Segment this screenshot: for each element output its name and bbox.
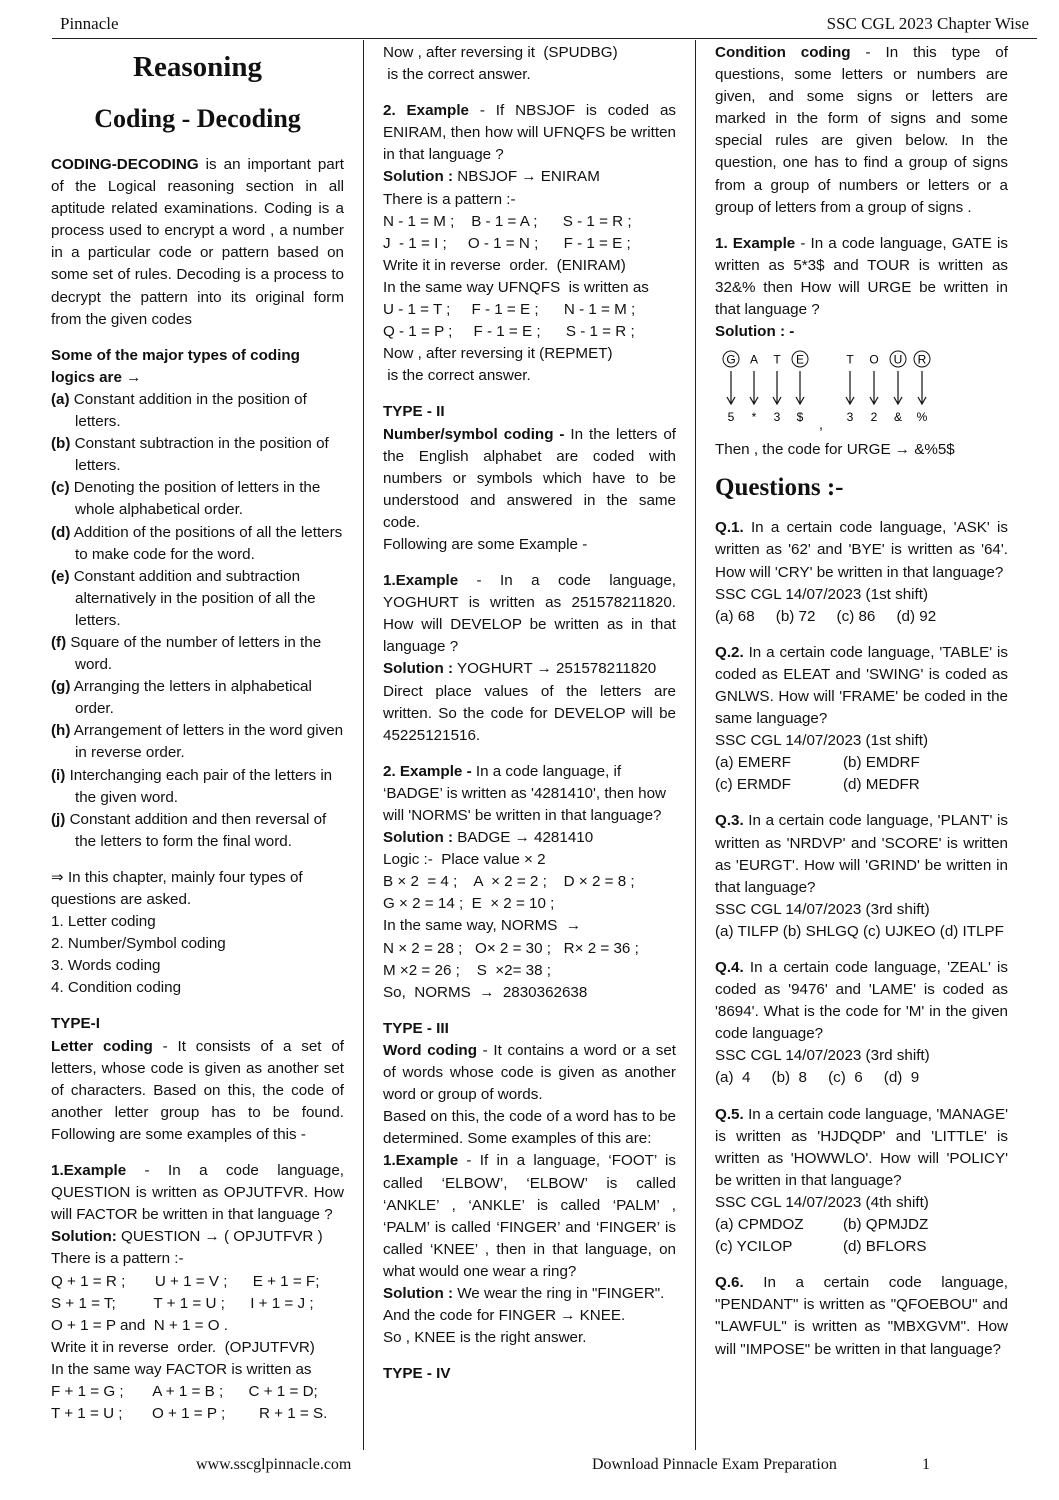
diagram-code: * — [751, 410, 757, 425]
solution-step: Logic :- Place value × 2 — [383, 851, 546, 869]
question-options-row — [715, 774, 1008, 796]
chapter-type-item: 1. Letter coding — [51, 913, 156, 931]
coding-type-item: (e) Constant addition and subtraction alternatively in the position of all the letters. — [51, 567, 316, 629]
solution-step: is the correct answer. — [383, 66, 531, 84]
coding-type-item: (j) Constant addition and then reversal of the letters to form the final word. — [51, 810, 327, 850]
page-title: Reasoning — [133, 51, 262, 83]
diagram-letter: T — [846, 352, 854, 367]
solution-step: O + 1 = P and N + 1 = O . — [51, 1316, 229, 1334]
type2-follow: Following are some Example - — [383, 535, 588, 553]
option: (b) QPMJDZ — [843, 1216, 929, 1234]
solution-step: Q + 1 = R ; U + 1 = V ; E + 1 = F; — [51, 1272, 320, 1290]
question — [715, 642, 1008, 797]
example-1-solution: Solution: QUESTION → ( OPJUTFVR ) — [51, 1228, 323, 1246]
types-heading-2: logics are → — [51, 368, 142, 386]
solution-step: M ×2 = 26 ; S ×2= 38 ; — [383, 961, 552, 979]
solution-step: J - 1 = I ; O - 1 = N ; F - 1 = E ; — [383, 234, 631, 252]
column-divider-2 — [695, 40, 696, 1450]
header-rule — [52, 38, 1037, 39]
diagram-code: 5 — [727, 410, 735, 425]
question-source: SSC CGL 14/07/2023 (3rd shift) — [715, 900, 930, 918]
solution-step: B × 2 = 4 ; A × 2 = 2 ; D × 2 = 8 ; — [383, 873, 635, 891]
question-source: SSC CGL 14/07/2023 (1st shift) — [715, 585, 929, 603]
option: (a) CPMDOZ — [715, 1216, 804, 1234]
type4-label: TYPE - IV — [383, 1365, 451, 1383]
coding-type-item: (i) Interchanging each pair of the letters in the given word. — [51, 766, 333, 806]
diagram-letter: E — [795, 352, 805, 367]
type2-label: TYPE - II — [383, 403, 445, 421]
coding-type-item: (g) Arranging the letters in alphabetical order. — [51, 678, 312, 718]
option: (d) MEDFR — [843, 776, 920, 794]
questions-list — [715, 517, 1008, 1360]
coding-type-item: (d) Addition of the positions of all the letters to make code for the word. — [51, 523, 343, 563]
diagram-separator: , — [819, 416, 823, 433]
coding-type-item: (f) Square of the number of letters in the word. — [51, 633, 322, 674]
coding-type-item: (c) Denoting the position of letters in the whole alphabetical order. — [51, 479, 321, 519]
solution-step: There is a pattern :- — [51, 1250, 184, 1268]
column-1 — [51, 42, 344, 1425]
type2-description: Number/symbol coding - In the letters of the English alphabet are coded with numbers or symbols which have to be understood and answered in the same code. — [383, 425, 676, 531]
diagram-letter: O — [869, 352, 879, 367]
coding-types-list — [51, 389, 344, 853]
solution-step: Now , after reversing it (REPMET) — [383, 345, 613, 363]
solution-step: In the same way, NORMS → — [383, 917, 582, 935]
solution-step: F + 1 = G ; A + 1 = B ; C + 1 = D; — [51, 1382, 318, 1400]
example-4-steps — [383, 849, 676, 1004]
example-3: 1.Example - In a code language, YOGHURT is written as 251578211820. How will DEVELOP be written as in that language ? — [383, 572, 676, 656]
example-5-steps — [383, 1305, 676, 1349]
chapter-type-item: 2. Number/Symbol coding — [51, 935, 226, 953]
column-3 — [715, 42, 1008, 1375]
type3-description: Word coding - It contains a word or a set of words whose code is given as another word or group of words. — [383, 1041, 676, 1104]
continued-solution — [383, 42, 676, 86]
question-options: (a) 4 (b) 8 (c) 6 (d) 9 — [715, 1069, 920, 1087]
option: (d) BFLORS — [843, 1238, 927, 1256]
question — [715, 957, 1008, 1090]
solution-step: And the code for FINGER → KNEE. — [383, 1307, 626, 1325]
type1-description: Letter coding - It consists of a set of letters, whose code is given as another set of characters. Based on this, the code of another letter group has to be found. Following are some examples of this - — [51, 1037, 344, 1143]
example-2: 2. Example - If NBSJOF is coded as ENIRAM, then how will UFNQFS be written in that language ? — [383, 102, 677, 164]
question — [715, 1272, 1008, 1360]
solution-step: In the same way FACTOR is written as — [51, 1360, 312, 1378]
footer-website: www.sscglpinnacle.com — [196, 1456, 352, 1473]
example-4-solution: Solution : BADGE → 4281410 — [383, 829, 594, 847]
option: (c) YCILOP — [715, 1238, 793, 1256]
diagram-code: & — [893, 410, 903, 425]
solution-step: Now , after reversing it (SPUDBG) — [383, 44, 618, 61]
example-1: 1.Example - In a code language, QUESTION is written as OPJUTFVR. How will FACTOR be written in that language ? — [51, 1162, 344, 1224]
question-source: SSC CGL 14/07/2023 (3rd shift) — [715, 1047, 930, 1065]
question-source: SSC CGL 14/07/2023 (4th shift) — [715, 1193, 929, 1211]
question-options-row — [715, 752, 1008, 774]
question-options-row — [715, 1236, 1008, 1258]
coding-type-item: (b) Constant subtraction in the position of letters. — [51, 435, 329, 475]
solution-step: In the same way UFNQFS is written as — [383, 278, 649, 296]
diagram-code: 3 — [773, 410, 781, 425]
example-3-explanation: Direct place values of the letters are written. So the code for DEVELOP will be 45225121516. — [383, 682, 676, 744]
question-text: Q.2. In a certain code language, 'TABLE' is coded as ELEAT and 'SWING' is coded as GNLWS. How will 'FRAME' be coded in the same language? — [715, 643, 1008, 728]
solution-step: is the correct answer. — [383, 367, 531, 385]
question-source: SSC CGL 14/07/2023 (1st shift) — [715, 732, 929, 750]
example-2-steps — [383, 189, 676, 388]
diagram-letter: U — [893, 352, 903, 367]
option: (b) EMDRF — [843, 754, 920, 772]
diagram-code: % — [916, 410, 928, 425]
question — [715, 517, 1008, 627]
header-series: SSC CGL 2023 Chapter Wise — [826, 14, 1029, 33]
diagram-letter: R — [917, 352, 927, 367]
letter-code-diagram-svg — [715, 345, 1008, 437]
example-2-solution: Solution : NBSJOF → ENIRAM — [383, 168, 600, 186]
intro-paragraph: CODING-DECODING is an important part of the Logical reasoning section in all aptitude related examinations. Coding is a process used to encrypt a word , a number in a particular code or pattern based on some set of rules. Decoding is a process to decrypt the pattern into its original form from the given codes — [51, 156, 344, 328]
example-3-solution: Solution : YOGHURT → 251578211820 — [383, 660, 657, 678]
types-heading: Some of the major types of coding — [51, 346, 300, 364]
solution-step: So , KNEE is the right answer. — [383, 1329, 587, 1347]
header-publisher: Pinnacle — [60, 14, 119, 33]
question — [715, 1104, 1008, 1259]
coding-type-item: (h) Arrangement of letters in the word given in reverse order. — [51, 722, 344, 762]
question-text: Q.4. In a certain code language, 'ZEAL' is coded as '9476' and 'LAME' is coded as '8694'. What is the code for 'M' in the given code language? — [715, 959, 1008, 1043]
example-6-conclusion: Then , the code for URGE → &%5$ — [715, 441, 955, 459]
letter-code-diagram — [715, 345, 1008, 437]
solution-step: S + 1 = T; T + 1 = U ; I + 1 = J ; — [51, 1294, 314, 1312]
question-options: (a) TILFP (b) SHLGQ (c) UJKEO (d) ITLPF — [715, 922, 1004, 940]
type3-label: TYPE - III — [383, 1019, 449, 1037]
question-text: Q.3. In a certain code language, 'PLANT' is written as 'NRDVP' and 'SCORE' is written as 'EURGT'. How will 'GRIND' be written in that language? — [715, 812, 1008, 896]
question-text: Q.5. In a certain code language, 'MANAGE' is written as 'HJDQDP' and 'LITTLE' is written as 'HOWWLO'. How will 'POLICY' be written in that language? — [715, 1105, 1008, 1189]
solution-step: So, NORMS → 2830362638 — [383, 983, 588, 1001]
example-6-solution-label: Solution : - — [715, 323, 795, 341]
solution-step: N × 2 = 28 ; O× 2 = 30 ; R× 2 = 36 ; — [383, 939, 639, 957]
column-2 — [383, 42, 676, 1385]
solution-step: There is a pattern :- — [383, 190, 516, 208]
type3-description-2: Based on this, the code of a word has to be determined. Some examples of this are: — [383, 1108, 676, 1148]
type1-label: TYPE-I — [51, 1015, 100, 1033]
question-text: Q.6. In a certain code language, "PENDANT" is written as "QFOEBOU" and "LAWFUL" is written as "MBXGVM". How will "IMPOSE" be written in that language? — [715, 1274, 1008, 1358]
example-1-steps — [51, 1248, 344, 1425]
chapter-types-list — [51, 911, 344, 999]
example-6: 1. Example - In a code language, GATE is written as 5*3$ and TOUR is written as 32&% then How will URGE be written in that language ? — [715, 234, 1008, 319]
solution-step: Write it in reverse order. (OPJUTFVR) — [51, 1338, 315, 1356]
example-5-solution: Solution : We wear the ring in "FINGER". — [383, 1284, 665, 1302]
page-number: 1 — [922, 1456, 930, 1473]
diagram-code: 2 — [870, 410, 878, 425]
solution-step: G × 2 = 14 ; E × 2 = 10 ; — [383, 895, 555, 913]
solution-step: Write it in reverse order. (ENIRAM) — [383, 256, 626, 274]
chapter-type-item: 3. Words coding — [51, 957, 161, 975]
option: (c) ERMDF — [715, 776, 791, 794]
example-5: 1.Example - If in a language, ‘FOOT’ is called ‘ELBOW’, ‘ELBOW’ is called ‘ANKLE’ , ‘ANKLE’ is called ‘PALM’ , ‘PALM’ is called ‘FINGER’ and ‘FINGER’ is called ‘KNEE’ , then in that language, on what would one wear a ring? — [383, 1152, 676, 1280]
questions-heading: Questions :- — [715, 474, 844, 502]
solution-step: U - 1 = T ; F - 1 = E ; N - 1 = M ; — [383, 301, 636, 319]
solution-step: T + 1 = U ; O + 1 = P ; R + 1 = S. — [51, 1405, 328, 1423]
question-text: Q.1. In a certain code language, 'ASK' is written as '62' and 'BYE' is written as '64'. How will 'CRY' be written in that language? — [715, 519, 1008, 581]
column-divider-1 — [363, 40, 364, 1450]
footer-promo: Download Pinnacle Exam Preparation — [592, 1456, 837, 1473]
chapter-type-item: 4. Condition coding — [51, 979, 182, 997]
diagram-letter: G — [726, 352, 736, 367]
question-options: (a) 68 (b) 72 (c) 86 (d) 92 — [715, 607, 937, 625]
coding-type-item: (a) Constant addition in the position of letters. — [51, 390, 307, 431]
chapter-note: ⇒ In this chapter, mainly four types of questions are asked. — [51, 868, 303, 908]
diagram-letter: T — [773, 352, 781, 367]
question-options-row — [715, 1214, 1008, 1236]
solution-step: Q - 1 = P ; F - 1 = E ; S - 1 = R ; — [383, 323, 635, 341]
solution-step: N - 1 = M ; B - 1 = A ; S - 1 = R ; — [383, 212, 632, 230]
option: (a) EMERF — [715, 754, 791, 772]
diagram-code: 3 — [846, 410, 854, 425]
diagram-letter: A — [749, 352, 759, 367]
condition-coding-description: Condition coding - In this type of questions, some letters or numbers are given, and some signs or letters are marked in the form of signs and some special rules are given below. In the question, one has to find a group of signs from a group of numbers or letters or a group of letters from a group of signs . — [715, 44, 1008, 216]
example-4: 2. Example - In a code language, if ‘BADGE’ is written as '4281410', then how will 'NORMS' be written in that language? — [383, 762, 666, 824]
chapter-title: Coding - Decoding — [94, 104, 301, 133]
question — [715, 810, 1008, 943]
diagram-code: $ — [796, 410, 804, 425]
